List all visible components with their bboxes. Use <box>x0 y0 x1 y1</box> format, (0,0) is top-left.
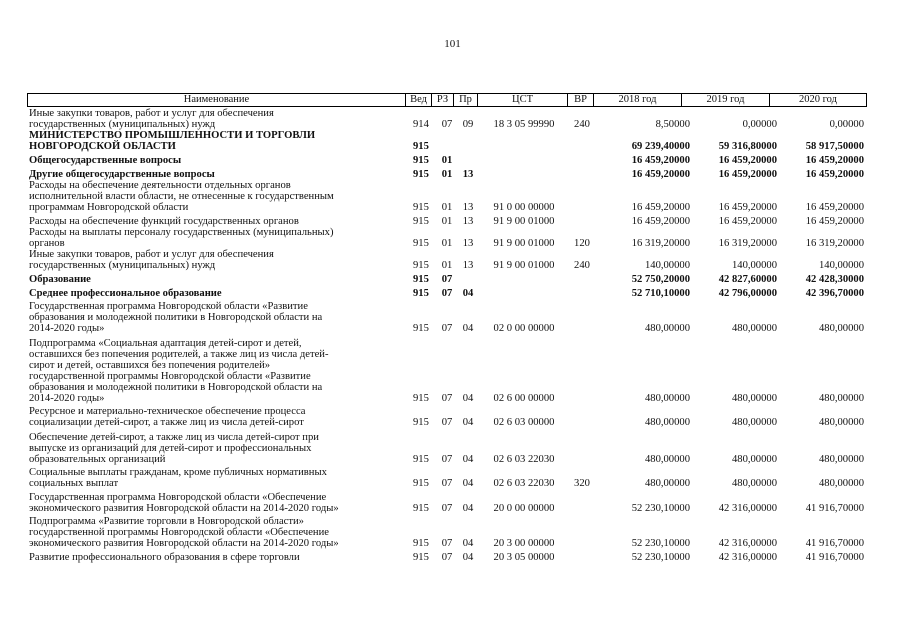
row-2019: 140,00000 <box>731 260 777 271</box>
row-cst: 91 0 00 00000 <box>493 202 555 213</box>
row-name: Иные закупки товаров, работ и услуг для обеспечения государственных (муниципальных) нужд <box>29 108 274 130</box>
row-2020: 480,00000 <box>818 323 864 334</box>
row-vr: 320 <box>574 478 590 489</box>
row-ved: 915 <box>413 288 429 299</box>
row-2020: 0,00000 <box>829 119 864 130</box>
row-cst: 20 0 00 00000 <box>493 503 555 514</box>
table-row <box>29 271 869 285</box>
row-vr: 120 <box>574 238 590 249</box>
row-2018: 16 459,20000 <box>631 155 690 166</box>
row-rz: 01 <box>441 169 453 180</box>
row-name: Подпрограмма «Социальная адаптация детей-сирот и детей, оставшихся без попечения родителей, а также лиц из числа детей- сирот и детей, оставшихся без попечения родителей» государственной программы Новгородской области «Развитие образования и молодежной политики в Новгородской области на 2014-2020 годы» <box>29 338 329 404</box>
row-2020: 16 459,20000 <box>805 216 864 227</box>
table-row <box>29 227 869 249</box>
row-pr: 04 <box>462 454 474 465</box>
row-2019: 480,00000 <box>731 478 777 489</box>
row-pr: 04 <box>462 503 474 514</box>
row-name: Общегосударственные вопросы <box>29 155 182 166</box>
row-rz: 01 <box>441 238 453 249</box>
row-2018: 480,00000 <box>644 417 690 428</box>
row-pr: 09 <box>462 119 474 130</box>
row-name: Среднее профессиональное образование <box>29 288 222 299</box>
row-2020: 42 396,70000 <box>805 288 864 299</box>
header-name: Наименование <box>28 94 406 106</box>
row-name: Развитие профессионального образования в сфере торговли <box>29 552 300 563</box>
row-rz: 01 <box>441 155 453 166</box>
row-rz: 07 <box>441 323 453 334</box>
row-pr: 13 <box>462 216 474 227</box>
row-pr: 13 <box>462 169 474 180</box>
row-2018: 52 230,10000 <box>631 538 690 549</box>
row-cst: 02 6 03 22030 <box>493 454 555 465</box>
row-rz: 01 <box>441 260 453 271</box>
row-rz: 07 <box>441 454 453 465</box>
row-ved: 915 <box>413 141 429 152</box>
row-2018: 8,50000 <box>655 119 690 130</box>
row-ved: 915 <box>413 417 429 428</box>
row-ved: 915 <box>413 538 429 549</box>
row-cst: 20 3 05 00000 <box>493 552 555 563</box>
row-2019: 42 316,00000 <box>718 538 777 549</box>
table-row <box>29 180 869 213</box>
row-pr: 04 <box>462 288 474 299</box>
row-rz: 07 <box>441 288 453 299</box>
row-pr: 04 <box>462 417 474 428</box>
header-rz: РЗ <box>432 94 454 106</box>
row-rz: 07 <box>441 552 453 563</box>
header-2019: 2019 год <box>682 94 770 106</box>
row-2018: 140,00000 <box>644 260 690 271</box>
row-2018: 16 319,20000 <box>631 238 690 249</box>
row-2019: 16 459,20000 <box>718 155 777 166</box>
row-2020: 16 319,20000 <box>805 238 864 249</box>
table-row <box>29 514 869 549</box>
row-ved: 915 <box>413 260 429 271</box>
row-ved: 915 <box>413 169 429 180</box>
row-ved: 915 <box>413 454 429 465</box>
row-2020: 480,00000 <box>818 478 864 489</box>
table-row <box>29 549 869 563</box>
row-name: Другие общегосударственные вопросы <box>29 169 215 180</box>
table-row <box>29 108 869 130</box>
row-vr: 240 <box>574 119 590 130</box>
row-2020: 41 916,70000 <box>805 503 864 514</box>
row-2018: 16 459,20000 <box>631 202 690 213</box>
row-ved: 915 <box>413 478 429 489</box>
row-name: Образование <box>29 274 91 285</box>
row-ved: 915 <box>413 393 429 404</box>
table-row <box>29 152 869 166</box>
row-rz: 07 <box>441 119 453 130</box>
row-ved: 914 <box>413 119 429 130</box>
row-2018: 52 230,10000 <box>631 552 690 563</box>
row-ved: 915 <box>413 238 429 249</box>
row-2018: 69 239,40000 <box>631 141 690 152</box>
row-pr: 04 <box>462 538 474 549</box>
row-rz: 07 <box>441 538 453 549</box>
row-2020: 480,00000 <box>818 454 864 465</box>
row-2019: 16 459,20000 <box>718 169 777 180</box>
row-name: Расходы на обеспечение деятельности отдельных органов исполнительной власти области, не отнесенные к государственным программам Новгородской области <box>29 180 334 213</box>
row-2020: 16 459,20000 <box>805 202 864 213</box>
row-2018: 52 230,10000 <box>631 503 690 514</box>
row-2019: 480,00000 <box>731 417 777 428</box>
row-ved: 915 <box>413 216 429 227</box>
row-cst: 20 3 00 00000 <box>493 538 555 549</box>
row-2019: 16 459,20000 <box>718 202 777 213</box>
table-row <box>29 404 869 428</box>
row-pr: 04 <box>462 393 474 404</box>
row-name: Обеспечение детей-сирот, а также лиц из числа детей-сирот при выпуске из организаций для детей-сирот и профессиональных образовательных организаций <box>29 432 319 465</box>
row-cst: 02 6 03 22030 <box>493 478 555 489</box>
row-ved: 915 <box>413 503 429 514</box>
row-vr: 240 <box>574 260 590 271</box>
table-body <box>29 108 869 563</box>
row-pr: 13 <box>462 238 474 249</box>
table-row <box>29 334 869 404</box>
row-cst: 91 9 00 01000 <box>493 238 555 249</box>
row-name: Подпрограмма «Развитие торговли в Новгородской области» государственной программы Новгородской области «Обеспечение экономического развития Новгородской области на 2014-2020 годы» <box>29 516 339 549</box>
row-2019: 16 319,20000 <box>718 238 777 249</box>
row-2019: 0,00000 <box>742 119 777 130</box>
table-row <box>29 130 869 152</box>
row-name: Ресурсное и материально-техническое обеспечение процесса социализации детей-сирот, а также лиц из числа детей-сирот <box>29 406 306 428</box>
table-row <box>29 465 869 489</box>
table-row <box>29 166 869 180</box>
row-pr: 04 <box>462 478 474 489</box>
table-row <box>29 299 869 334</box>
row-rz: 07 <box>441 503 453 514</box>
row-2018: 16 459,20000 <box>631 169 690 180</box>
row-2019: 42 827,60000 <box>718 274 777 285</box>
table-header <box>27 93 867 107</box>
row-2018: 480,00000 <box>644 454 690 465</box>
row-2019: 42 316,00000 <box>718 552 777 563</box>
row-name: Государственная программа Новгородской области «Развитие образования и молодежной политики в Новгородской области на 2014-2020 годы» <box>29 301 323 334</box>
row-pr: 04 <box>462 323 474 334</box>
row-ved: 915 <box>413 202 429 213</box>
row-pr: 13 <box>462 202 474 213</box>
row-rz: 07 <box>441 274 453 285</box>
row-2019: 16 459,20000 <box>718 216 777 227</box>
row-2020: 480,00000 <box>818 393 864 404</box>
row-2020: 41 916,70000 <box>805 552 864 563</box>
row-name: Расходы на обеспечение функций государственных органов <box>29 216 299 227</box>
table-row <box>29 428 869 465</box>
row-2018: 480,00000 <box>644 478 690 489</box>
row-2019: 480,00000 <box>731 393 777 404</box>
row-2020: 140,00000 <box>818 260 864 271</box>
row-name: Государственная программа Новгородской области «Обеспечение экономического развития Новгородской области на 2014-2020 годы» <box>29 492 339 514</box>
row-2018: 480,00000 <box>644 323 690 334</box>
row-rz: 07 <box>441 417 453 428</box>
row-rz: 07 <box>441 478 453 489</box>
row-ved: 915 <box>413 274 429 285</box>
row-2018: 16 459,20000 <box>631 216 690 227</box>
row-rz: 01 <box>441 202 453 213</box>
row-2020: 58 917,50000 <box>805 141 864 152</box>
row-2020: 42 428,30000 <box>805 274 864 285</box>
row-rz: 01 <box>441 216 453 227</box>
row-cst: 02 6 03 00000 <box>493 417 555 428</box>
row-cst: 02 6 00 00000 <box>493 393 555 404</box>
header-2018: 2018 год <box>594 94 682 106</box>
header-cst: ЦСТ <box>478 94 568 106</box>
row-2018: 480,00000 <box>644 393 690 404</box>
row-name: МИНИСТЕРСТВО ПРОМЫШЛЕННОСТИ И ТОРГОВЛИ НОВГОРОДСКОЙ ОБЛАСТИ <box>29 130 316 152</box>
row-2019: 480,00000 <box>731 454 777 465</box>
row-name: Иные закупки товаров, работ и услуг для обеспечения государственных (муниципальных) нужд <box>29 249 274 271</box>
row-ved: 915 <box>413 552 429 563</box>
row-2018: 52 710,10000 <box>631 288 690 299</box>
row-ved: 915 <box>413 155 429 166</box>
row-pr: 13 <box>462 260 474 271</box>
row-pr: 04 <box>462 552 474 563</box>
header-ved: Вед <box>406 94 432 106</box>
table-row <box>29 213 869 227</box>
row-cst: 91 9 00 01000 <box>493 216 555 227</box>
row-cst: 18 3 05 99990 <box>493 119 555 130</box>
row-name: Социальные выплаты гражданам, кроме публичных нормативных социальных выплат <box>29 467 327 489</box>
table-row <box>29 285 869 299</box>
header-pr: Пр <box>454 94 478 106</box>
row-2018: 52 750,20000 <box>631 274 690 285</box>
row-name: Расходы на выплаты персоналу государственных (муниципальных) органов <box>29 227 334 249</box>
header-vr: ВР <box>568 94 594 106</box>
row-cst: 91 9 00 01000 <box>493 260 555 271</box>
row-2019: 480,00000 <box>731 323 777 334</box>
row-2020: 480,00000 <box>818 417 864 428</box>
table-row <box>29 249 869 271</box>
row-2020: 16 459,20000 <box>805 155 864 166</box>
row-2019: 42 316,00000 <box>718 503 777 514</box>
row-cst: 02 0 00 00000 <box>493 323 555 334</box>
row-2020: 41 916,70000 <box>805 538 864 549</box>
row-rz: 07 <box>441 393 453 404</box>
row-2019: 59 316,80000 <box>718 141 777 152</box>
row-ved: 915 <box>413 323 429 334</box>
table-row <box>29 489 869 514</box>
header-2020: 2020 год <box>799 94 837 105</box>
page-number: 101 <box>444 38 461 50</box>
row-2019: 42 796,00000 <box>718 288 777 299</box>
row-2020: 16 459,20000 <box>805 169 864 180</box>
